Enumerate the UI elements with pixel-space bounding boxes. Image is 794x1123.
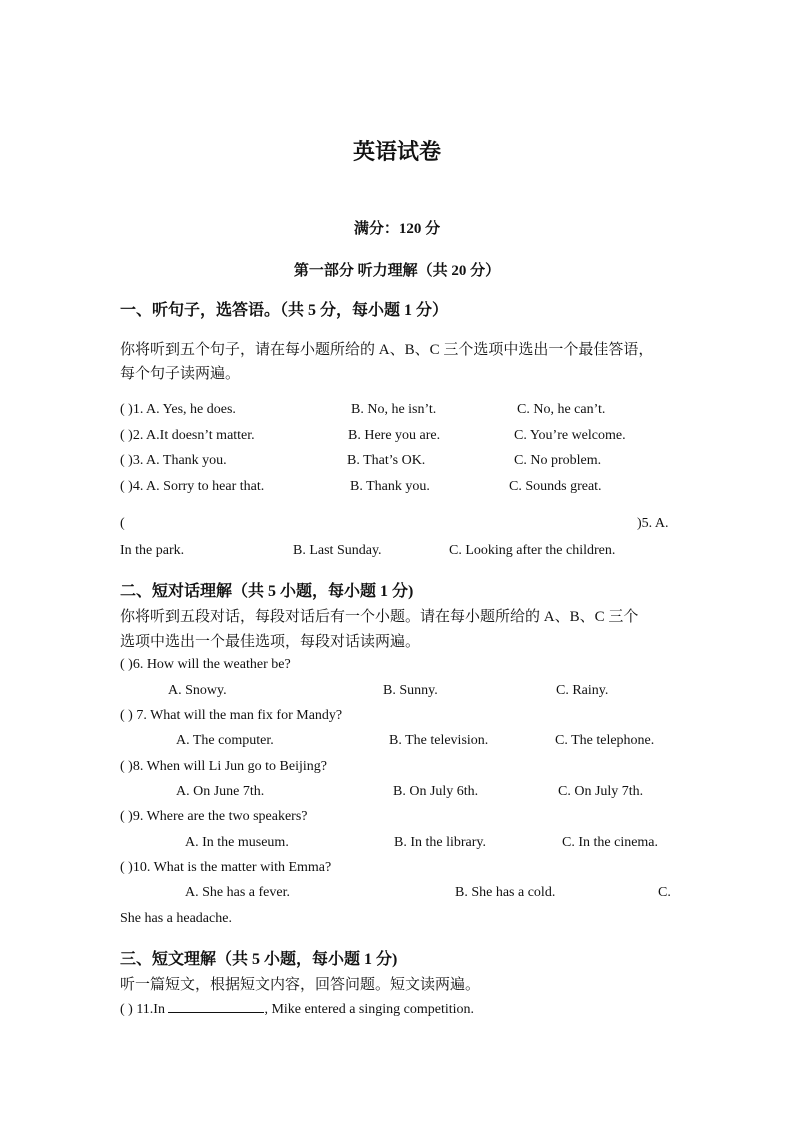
section1-instruction: 你将听到五个句子，请在每小题所给的 A、B、C 三个选项中选出一个最佳答语， (120, 342, 654, 358)
q6-option-b: B. Sunny. (383, 683, 438, 698)
q8-option-a: A. On June 7th. (176, 784, 265, 799)
q10-option-c-letter: C. (658, 885, 671, 900)
q7-option-b: B. The television. (389, 733, 489, 748)
q6-option-a: A. Snowy. (168, 683, 227, 698)
full-marks: 满分：120 分 (353, 221, 441, 237)
q9-option-a: A. In the museum. (185, 835, 289, 850)
q5-option-a: In the park. (120, 543, 185, 558)
q3-option-b: B. That’s OK. (347, 453, 426, 468)
q1-option-b: B. No, he isn’t. (351, 402, 437, 417)
q2-option-c: C. You’re welcome. (514, 428, 626, 443)
section2-instruction-2: 选项中选出一个最佳选项，每段对话读两遍。 (120, 634, 421, 650)
part1-title: 第一部分 听力理解（共 20 分） (293, 263, 501, 279)
q9-option-b: B. In the library. (394, 835, 487, 850)
q9-stem: ( )9. Where are the two speakers? (120, 809, 308, 824)
section1-instruction-2: 每个句子读两遍。 (120, 366, 241, 382)
section3-heading: 三、短文理解（共 5 小题，每小题 1 分) (120, 951, 398, 968)
q1-option-c: C. No, he can’t. (517, 402, 606, 417)
q8-stem: ( )8. When will Li Jun go to Beijing? (120, 759, 327, 774)
q3-stem: ( )3. A. Thank you. (120, 453, 227, 468)
q4-stem: ( )4. A. Sorry to hear that. (120, 479, 265, 494)
section3-instruction: 听一篇短文，根据短文内容，回答问题。短文读两遍。 (120, 977, 481, 993)
q5-paren: ( (120, 516, 125, 531)
q5-option-c: C. Looking after the children. (449, 543, 616, 558)
q11-prefix: ( ) 11.In (120, 1002, 169, 1017)
section2-instruction: 你将听到五段对话，每段对话后有一个小题。请在每小题所给的 A、B、C 三个 (120, 609, 639, 625)
q5-option-b: B. Last Sunday. (293, 543, 382, 558)
q11-stem (120, 1000, 474, 1018)
q8-option-b: B. On July 6th. (393, 784, 479, 799)
q10-stem: ( )10. What is the matter with Emma? (120, 860, 332, 875)
q2-stem: ( )2. A.It doesn’t matter. (120, 428, 255, 443)
q7-option-a: A. The computer. (176, 733, 274, 748)
q5-number: )5. A. (637, 516, 669, 531)
q10-option-b: B. She has a cold. (455, 885, 556, 900)
q4-option-b: B. Thank you. (350, 479, 430, 494)
section2-heading: 二、短对话理解（共 5 小题，每小题 1 分) (120, 583, 414, 600)
q6-option-c: C. Rainy. (556, 683, 609, 698)
q6-stem: ( )6. How will the weather be? (120, 657, 291, 672)
q11-answer-blank[interactable] (168, 1000, 264, 1013)
q1-stem: ( )1. A. Yes, he does. (120, 402, 236, 417)
q9-option-c: C. In the cinema. (562, 835, 659, 850)
q2-option-b: B. Here you are. (348, 428, 441, 443)
q11-suffix: , Mike entered a singing competition. (264, 1002, 475, 1017)
q3-option-c: C. No problem. (514, 453, 602, 468)
q7-stem: ( ) 7. What will the man fix for Mandy? (120, 708, 343, 723)
q7-option-c: C. The telephone. (555, 733, 655, 748)
q8-option-c: C. On July 7th. (558, 784, 644, 799)
q10-option-c: She has a headache. (120, 911, 232, 926)
q4-option-c: C. Sounds great. (509, 479, 602, 494)
q10-option-a: A. She has a fever. (185, 885, 290, 900)
section1-heading: 一、听句子，选答语。（共 5 分，每小题 1 分） (120, 302, 449, 319)
page-title: 英语试卷 (352, 139, 441, 164)
